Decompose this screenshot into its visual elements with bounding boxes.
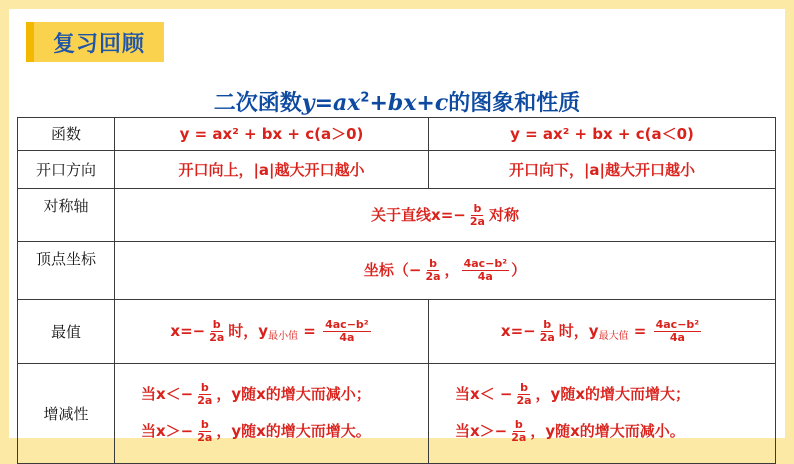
mono-left-line2: [141, 413, 424, 450]
section-accent-bar: [26, 22, 34, 62]
extreme-max-den: 2a: [539, 331, 555, 345]
extreme-min-mid: 时，: [228, 322, 259, 341]
row-label-vertex: 顶点坐标: [18, 242, 115, 300]
vertex-y-fraction: [462, 258, 510, 283]
axis-value: [115, 188, 776, 241]
extreme-min: [115, 300, 429, 363]
table-row-function: [18, 118, 776, 151]
extreme-max: [429, 300, 776, 363]
extreme-max-eq: =: [628, 322, 652, 341]
opening-a-negative: 开口向下，|a|越大开口越小: [429, 150, 776, 188]
slide-title: [0, 86, 794, 117]
row-label-monotonicity: 增减性: [18, 363, 115, 463]
extreme-max-value-fraction: [654, 319, 702, 344]
mono-left1-post: ，y随x的增大而减小；: [216, 385, 371, 404]
table-row-monotonicity: [18, 363, 776, 463]
mono-right1-num: b: [520, 381, 528, 395]
title-c: c: [434, 90, 449, 116]
extreme-max-pre: x=−: [500, 322, 536, 341]
properties-table: [17, 117, 776, 464]
mono-right2-num: b: [514, 418, 523, 432]
vertex-den1: 2a: [425, 270, 441, 284]
title-bx: bx: [387, 90, 417, 116]
extreme-min-pre: x=−: [170, 322, 206, 341]
title-ax: ax: [333, 90, 361, 116]
extreme-min-y: y: [258, 322, 269, 341]
title-plus2: +: [416, 91, 435, 116]
opening-a-positive: 开口向上，|a|越大开口越小: [115, 150, 429, 188]
mono-right1-fraction: [514, 382, 533, 407]
vertex-value: [115, 242, 776, 300]
monotonicity-a-positive: [115, 363, 429, 463]
extreme-max-y: y: [588, 322, 599, 341]
axis-den: 2a: [469, 214, 485, 228]
extreme-min-sub: 最小值: [268, 331, 299, 343]
row-label-extreme: 最值: [18, 300, 115, 363]
mono-left2-post: ，y随x的增大而增大。: [216, 422, 371, 441]
mono-left1-den: 2a: [197, 394, 213, 408]
axis-fraction: [468, 203, 487, 228]
table-row-axis: [18, 188, 776, 241]
extreme-min-x-fraction: [207, 319, 226, 344]
mono-left1-fraction: [195, 382, 214, 407]
extreme-min-num2: 4ac−b²: [325, 318, 369, 332]
table-row-extreme: [18, 300, 776, 363]
extreme-max-num2: 4ac−b²: [655, 318, 700, 332]
mono-left2-pre: 当x＞−: [141, 422, 194, 441]
extreme-max-den2: 4a: [669, 331, 685, 345]
title-suffix: 的图象和性质: [448, 91, 581, 116]
table-row-opening: [18, 150, 776, 188]
vertex-post: ）: [511, 261, 527, 280]
extreme-max-num: b: [543, 318, 552, 332]
title-prefix: 二次函数: [213, 91, 302, 116]
extreme-min-eq: =: [298, 322, 322, 341]
section-tag: 复习回顾: [34, 22, 164, 62]
extreme-min-num: b: [212, 318, 221, 332]
title-y: y: [301, 90, 315, 116]
extreme-max-x-fraction: [538, 319, 557, 344]
title-exp: 2: [360, 90, 370, 106]
vertex-den2: 4a: [477, 270, 493, 284]
row-label-opening: 开口方向: [18, 150, 115, 188]
vertex-pre: 坐标（−: [363, 261, 422, 280]
vertex-mid: ，: [444, 261, 460, 280]
mono-left2-fraction: [195, 419, 214, 444]
mono-right1-post: ，y随x的增大而增大；: [535, 385, 691, 404]
function-a-negative: y = ax² + bx + c(a＜0): [429, 118, 776, 151]
mono-right1-pre: 当x＜ −: [455, 385, 513, 404]
extreme-max-sub: 最大值: [598, 331, 629, 343]
row-label-axis: 对称轴: [18, 188, 115, 241]
extreme-min-den: 2a: [209, 331, 225, 345]
monotonicity-a-negative: [429, 363, 776, 463]
mono-right2-pre: 当x＞−: [455, 422, 508, 441]
function-a-positive: y = ax² + bx + c(a＞0): [115, 118, 429, 151]
axis-num: b: [473, 201, 482, 215]
mono-right2-post: ，y随x的增大而减小。: [530, 422, 685, 441]
table-row-vertex: [18, 242, 776, 300]
extreme-min-value-fraction: [323, 319, 371, 344]
mono-left1-num: b: [200, 381, 209, 395]
mono-right1-den: 2a: [516, 394, 532, 408]
axis-pre: 关于直线x=−: [371, 205, 466, 224]
axis-post: 对称: [488, 205, 519, 224]
vertex-x-fraction: [423, 258, 442, 283]
extreme-min-den2: 4a: [339, 331, 355, 345]
row-label-function: 函数: [18, 118, 115, 151]
mono-right2-den: 2a: [511, 431, 527, 445]
title-eq: =: [314, 91, 334, 116]
mono-right-line1: [455, 376, 771, 413]
mono-right2-fraction: [509, 419, 528, 444]
title-plus1: +: [369, 91, 388, 116]
vertex-num2: 4ac−b²: [463, 257, 508, 271]
vertex-num1: b: [429, 257, 437, 271]
mono-right-line2: [455, 413, 771, 450]
mono-left2-num: b: [200, 418, 209, 432]
extreme-max-mid: 时，: [558, 322, 589, 341]
mono-left2-den: 2a: [197, 431, 213, 445]
mono-left1-pre: 当x＜−: [141, 385, 194, 404]
mono-left-line1: [141, 376, 424, 413]
